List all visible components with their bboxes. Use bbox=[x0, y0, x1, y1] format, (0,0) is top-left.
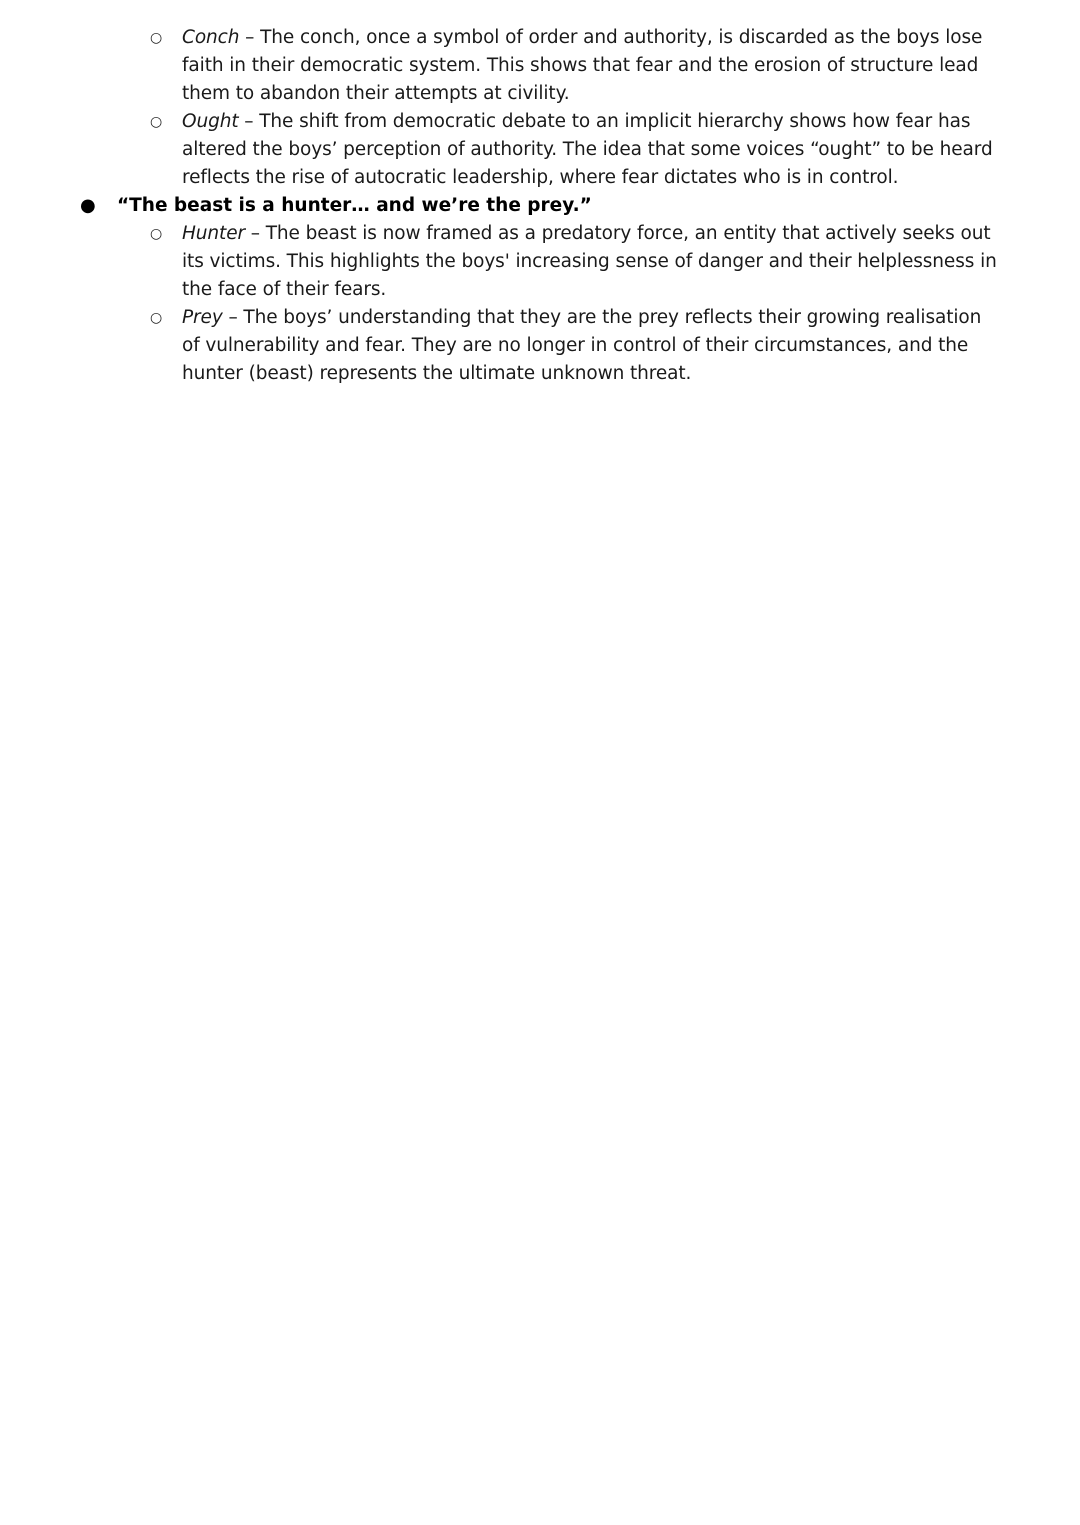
hollow-bullet-icon: ○ bbox=[150, 114, 163, 130]
term-label: Hunter bbox=[182, 223, 246, 244]
hollow-bullet-icon: ○ bbox=[150, 30, 163, 46]
hollow-bullet-icon: ○ bbox=[150, 310, 163, 326]
term-explanation: – The shift from democratic debate to an implicit hierarchy shows how fear has altered the boys’ perception of authority. The idea that some voices “ought” to be heard reflects the rise of autocratic leadership, where fear dictates who is in control. bbox=[182, 111, 993, 188]
quote-text: “The beast is a hunter… and we’re the prey.” bbox=[117, 195, 592, 216]
term-explanation: – The boys’ understanding that they are the prey reflects their growing realisation of vulnerability and fear. They are no longer in control of their circumstances, and the hunter (beast) represents the ultimate unknown threat. bbox=[182, 307, 982, 384]
term-label: Prey bbox=[182, 307, 223, 328]
list-item-text bbox=[182, 304, 982, 388]
term-explanation: – The beast is now framed as a predatory force, an entity that actively seeks out its victims. This highlights the boys' increasing sense of danger and their helplessness in the face of their fears. bbox=[182, 223, 997, 300]
term-label: Ought bbox=[182, 111, 239, 132]
list-item-text bbox=[182, 108, 1040, 192]
filled-bullet-icon: ● bbox=[80, 195, 96, 216]
list-item-text bbox=[182, 24, 1002, 108]
term-explanation: – The conch, once a symbol of order and authority, is discarded as the boys lose faith in their democratic system. This shows that fear and the erosion of structure lead them to abandon their attempts at civility. bbox=[182, 27, 983, 104]
term-label: Conch bbox=[182, 27, 240, 48]
hollow-bullet-icon: ○ bbox=[150, 226, 163, 242]
list-item-text bbox=[182, 220, 1012, 304]
